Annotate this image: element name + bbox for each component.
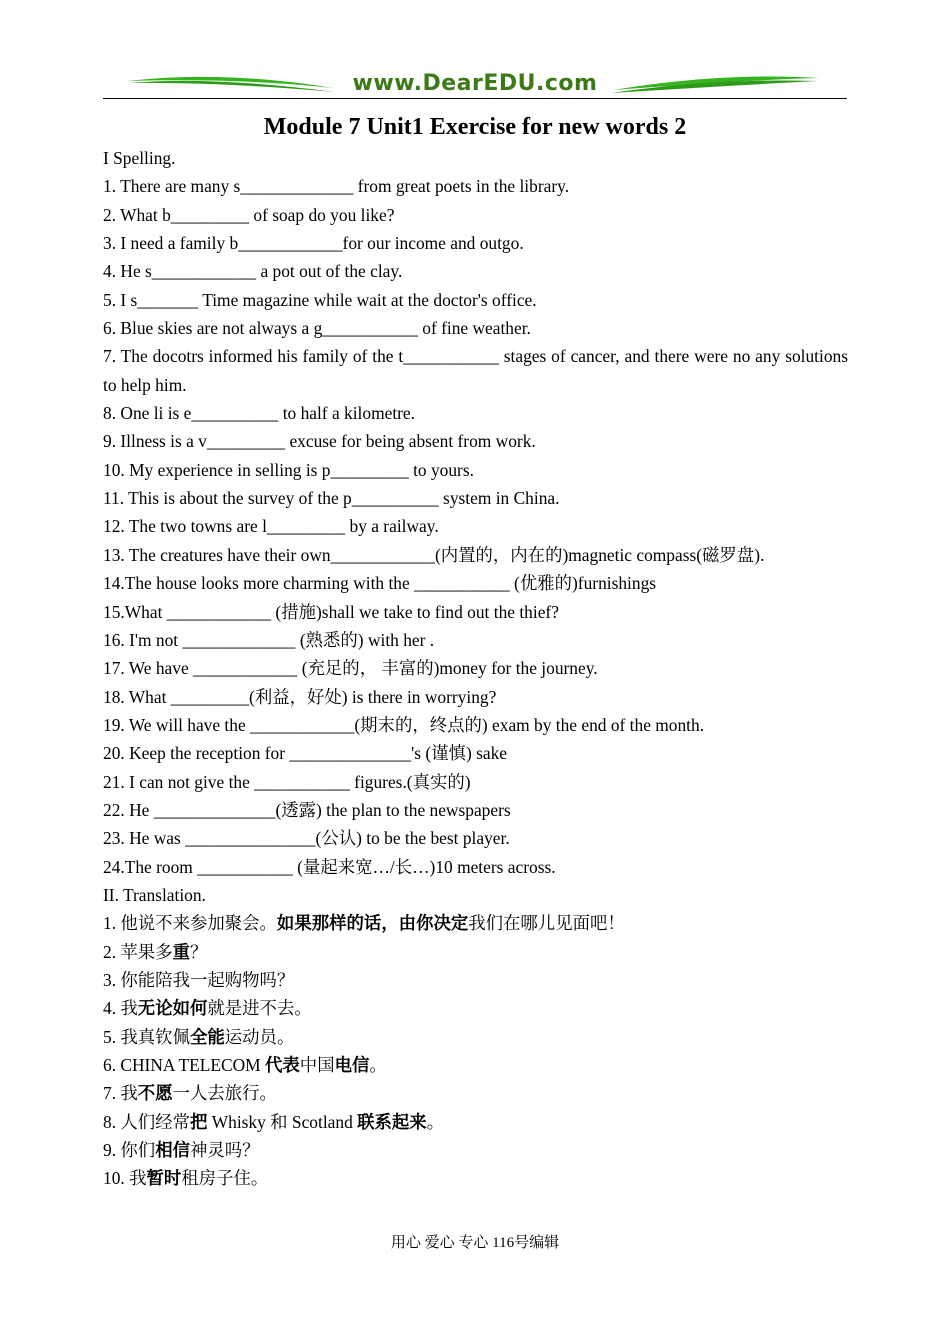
spelling-item: 23. He was _______________(公认) to be the best player. bbox=[103, 828, 510, 849]
spelling-item: 18. What _________(利益，好处) is there in worrying? bbox=[103, 686, 497, 707]
translation-item: 2. 苹果多重？ bbox=[103, 941, 208, 962]
spelling-item: 4. He s____________ a pot out of the clay. bbox=[103, 261, 403, 282]
spelling-item: 21. I can not give the ___________ figures.(真实的) bbox=[103, 771, 471, 792]
spelling-item: 5. I s_______ Time magazine while wait at the doctor's office. bbox=[103, 289, 537, 310]
spelling-item: 7. The docotrs informed his family of the t___________ stages of cancer, and there were no any solutions to help him. bbox=[103, 346, 848, 395]
header-divider bbox=[103, 98, 847, 99]
page-title: Module 7 Unit1 Exercise for new words 2 bbox=[263, 114, 687, 140]
spelling-item: 13. The creatures have their own____________(内置的，内在的)magnetic compass(磁罗盘). bbox=[103, 544, 765, 565]
section-heading-spelling: I Spelling. bbox=[103, 148, 176, 168]
spelling-item: 9. Illness is a v_________ excuse for being absent from work. bbox=[103, 431, 536, 452]
spelling-item: 3. I need a family b____________for our income and outgo. bbox=[103, 233, 524, 254]
translation-item: 5. 我真钦佩全能运动员。 bbox=[103, 1026, 295, 1047]
translation-item: 3. 你能陪我一起购物吗？ bbox=[103, 969, 295, 990]
page-footer: 用心 爱心 专心 116号编辑 bbox=[390, 1235, 560, 1251]
spelling-item: 16. I'm not _____________ (熟悉的) with her . bbox=[103, 629, 435, 650]
spelling-item: 10. My experience in selling is p_________ to yours. bbox=[103, 459, 474, 480]
spelling-item: 1. There are many s_____________ from great poets in the library. bbox=[103, 176, 570, 197]
translation-item: 6. CHINA TELECOM 代表中国电信。 bbox=[103, 1055, 387, 1075]
spelling-item: 2. What b_________ of soap do you like? bbox=[103, 204, 395, 225]
spelling-item: 11. This is about the survey of the p__________ system in China. bbox=[103, 488, 560, 509]
section-heading-translation: II. Translation. bbox=[103, 884, 206, 905]
spelling-item: 17. We have ____________ (充足的， 丰富的)money for the journey. bbox=[103, 658, 598, 679]
translation-item: 7. 我不愿一人去旅行。 bbox=[103, 1083, 277, 1104]
translation-item: 1. 他说不来参加聚会。如果那样的话，由你决定我们在哪儿见面吧！ bbox=[103, 913, 625, 934]
spelling-item: 6. Blue skies are not always a g___________ of fine weather. bbox=[103, 318, 531, 339]
spelling-item: 22. He ______________(透露) the plan to the newspapers bbox=[103, 799, 511, 820]
spelling-item: 15.What ____________ (措施)shall we take to find out the thief? bbox=[103, 601, 559, 622]
site-logo-text[interactable]: www.DearEDU.com bbox=[352, 71, 598, 96]
spelling-item: 14.The house looks more charming with the ___________ (优雅的)furnishings bbox=[103, 573, 657, 594]
spelling-item: 19. We will have the ____________(期末的，终点的) exam by the end of the month. bbox=[103, 714, 705, 735]
spelling-item: 12. The two towns are l_________ by a railway. bbox=[103, 516, 439, 537]
translation-item: 9. 你们相信神灵吗？ bbox=[103, 1140, 260, 1161]
translation-item: 10. 我暂时租房子住。 bbox=[103, 1168, 269, 1189]
exercise-body bbox=[103, 144, 848, 1193]
spelling-item: 24.The room ___________ (量起来宽…/长…)10 meters across. bbox=[103, 856, 556, 877]
translation-item: 4. 我无论如何就是进不去。 bbox=[103, 998, 312, 1019]
site-header bbox=[103, 68, 847, 100]
spelling-item: 8. One li is e__________ to half a kilometre. bbox=[103, 403, 416, 424]
translation-item: 8. 人们经常把 Whisky 和 Scotland 联系起来。 bbox=[103, 1111, 445, 1132]
spelling-item: 20. Keep the reception for ______________'s (谨慎) sake bbox=[103, 743, 507, 764]
